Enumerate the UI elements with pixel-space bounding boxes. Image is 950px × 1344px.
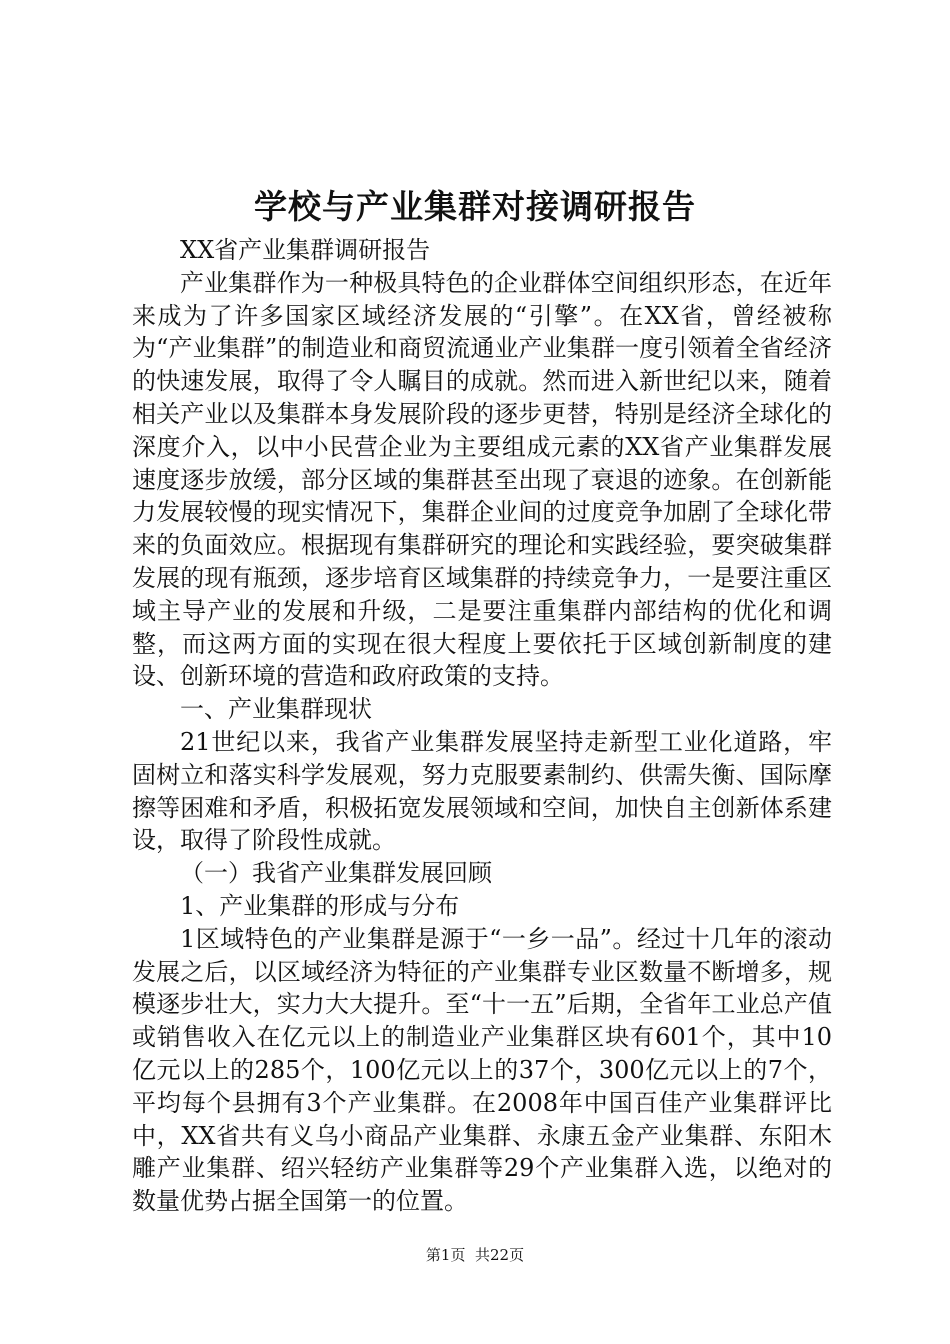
document-title: 学校与产业集群对接调研报告 (254, 187, 696, 226)
subsubsection-heading-1: 1、产业集群的形成与分布 (180, 891, 460, 920)
document-body (132, 234, 832, 1218)
paragraph-intro: 产业集群作为一种极具特色的企业群体空间组织形态，在近年来成为了许多国家区域经济发展的“引擎”。在XX省，曾经被称为“产业集群”的制造业和商贸流通业产业集群一度引领着全省经济的快速发展，取得了令人瞩目的成就。然而进入新世纪以来，随着相关产业以及集群本身发展阶段的逐步更替，特别是经济全球化的深度介入，以中小民营企业为主要组成元素的XX省产业集群发展速度逐步放缓，部分区域的集群甚至出现了衰退的迹象。在创新能力发展较慢的现实情况下，集群企业间的过度竞争加剧了全球化带来的负面效应。根据现有集群研究的理论和实践经验，要突破集群发展的现有瓶颈，逐步培育区域集群的持续竞争力，一是要注重区域主导产业的发展和升级，二是要注重集群内部结构的优化和调整，而这两方面的实现在很大程度上要依托于区域创新制度的建设、创新环境的营造和政府政策的支持。 (132, 268, 832, 691)
subsection-heading-1: （一）我省产业集群发展回顾 (180, 859, 492, 888)
paragraph-subtitle: XX省产业集群调研报告 (180, 236, 431, 264)
page-total: 共22页 (475, 1246, 525, 1264)
footer-spacer (465, 1246, 475, 1264)
section-heading-1: 一、产业集群现状 (180, 695, 372, 724)
page-footer (0, 1245, 950, 1265)
paragraph-formation: 1区域特色的产业集群是源于“一乡一品”。经过十几年的滚动发展之后，以区域经济为特征的产业集群专业区数量不断增多，规模逐步壮大，实力大大提升。至“十一五”后期，全省年工业总产值或销售收入在亿元以上的制造业产业集群区块有601个，其中10亿元以上的285个，100亿元以上的37个，300亿元以上的7个，平均每个县拥有3个产业集群。在2008年中国百佳产业集群评比中，XX省共有义乌小商品产业集群、永康五金产业集群、东阳木雕产业集群、绍兴轻纺产业集群等29个产业集群入选，以绝对的数量优势占据全国第一的位置。 (132, 924, 832, 1216)
page-number: 第1页 (425, 1246, 466, 1264)
paragraph-status: 21世纪以来，我省产业集群发展坚持走新型工业化道路，牢固树立和落实科学发展观，努力克服要素制约、供需失衡、国际摩擦等困难和矛盾，积极拓宽发展领域和空间，加快自主创新体系建设，取得了阶段性成就。 (132, 727, 832, 855)
